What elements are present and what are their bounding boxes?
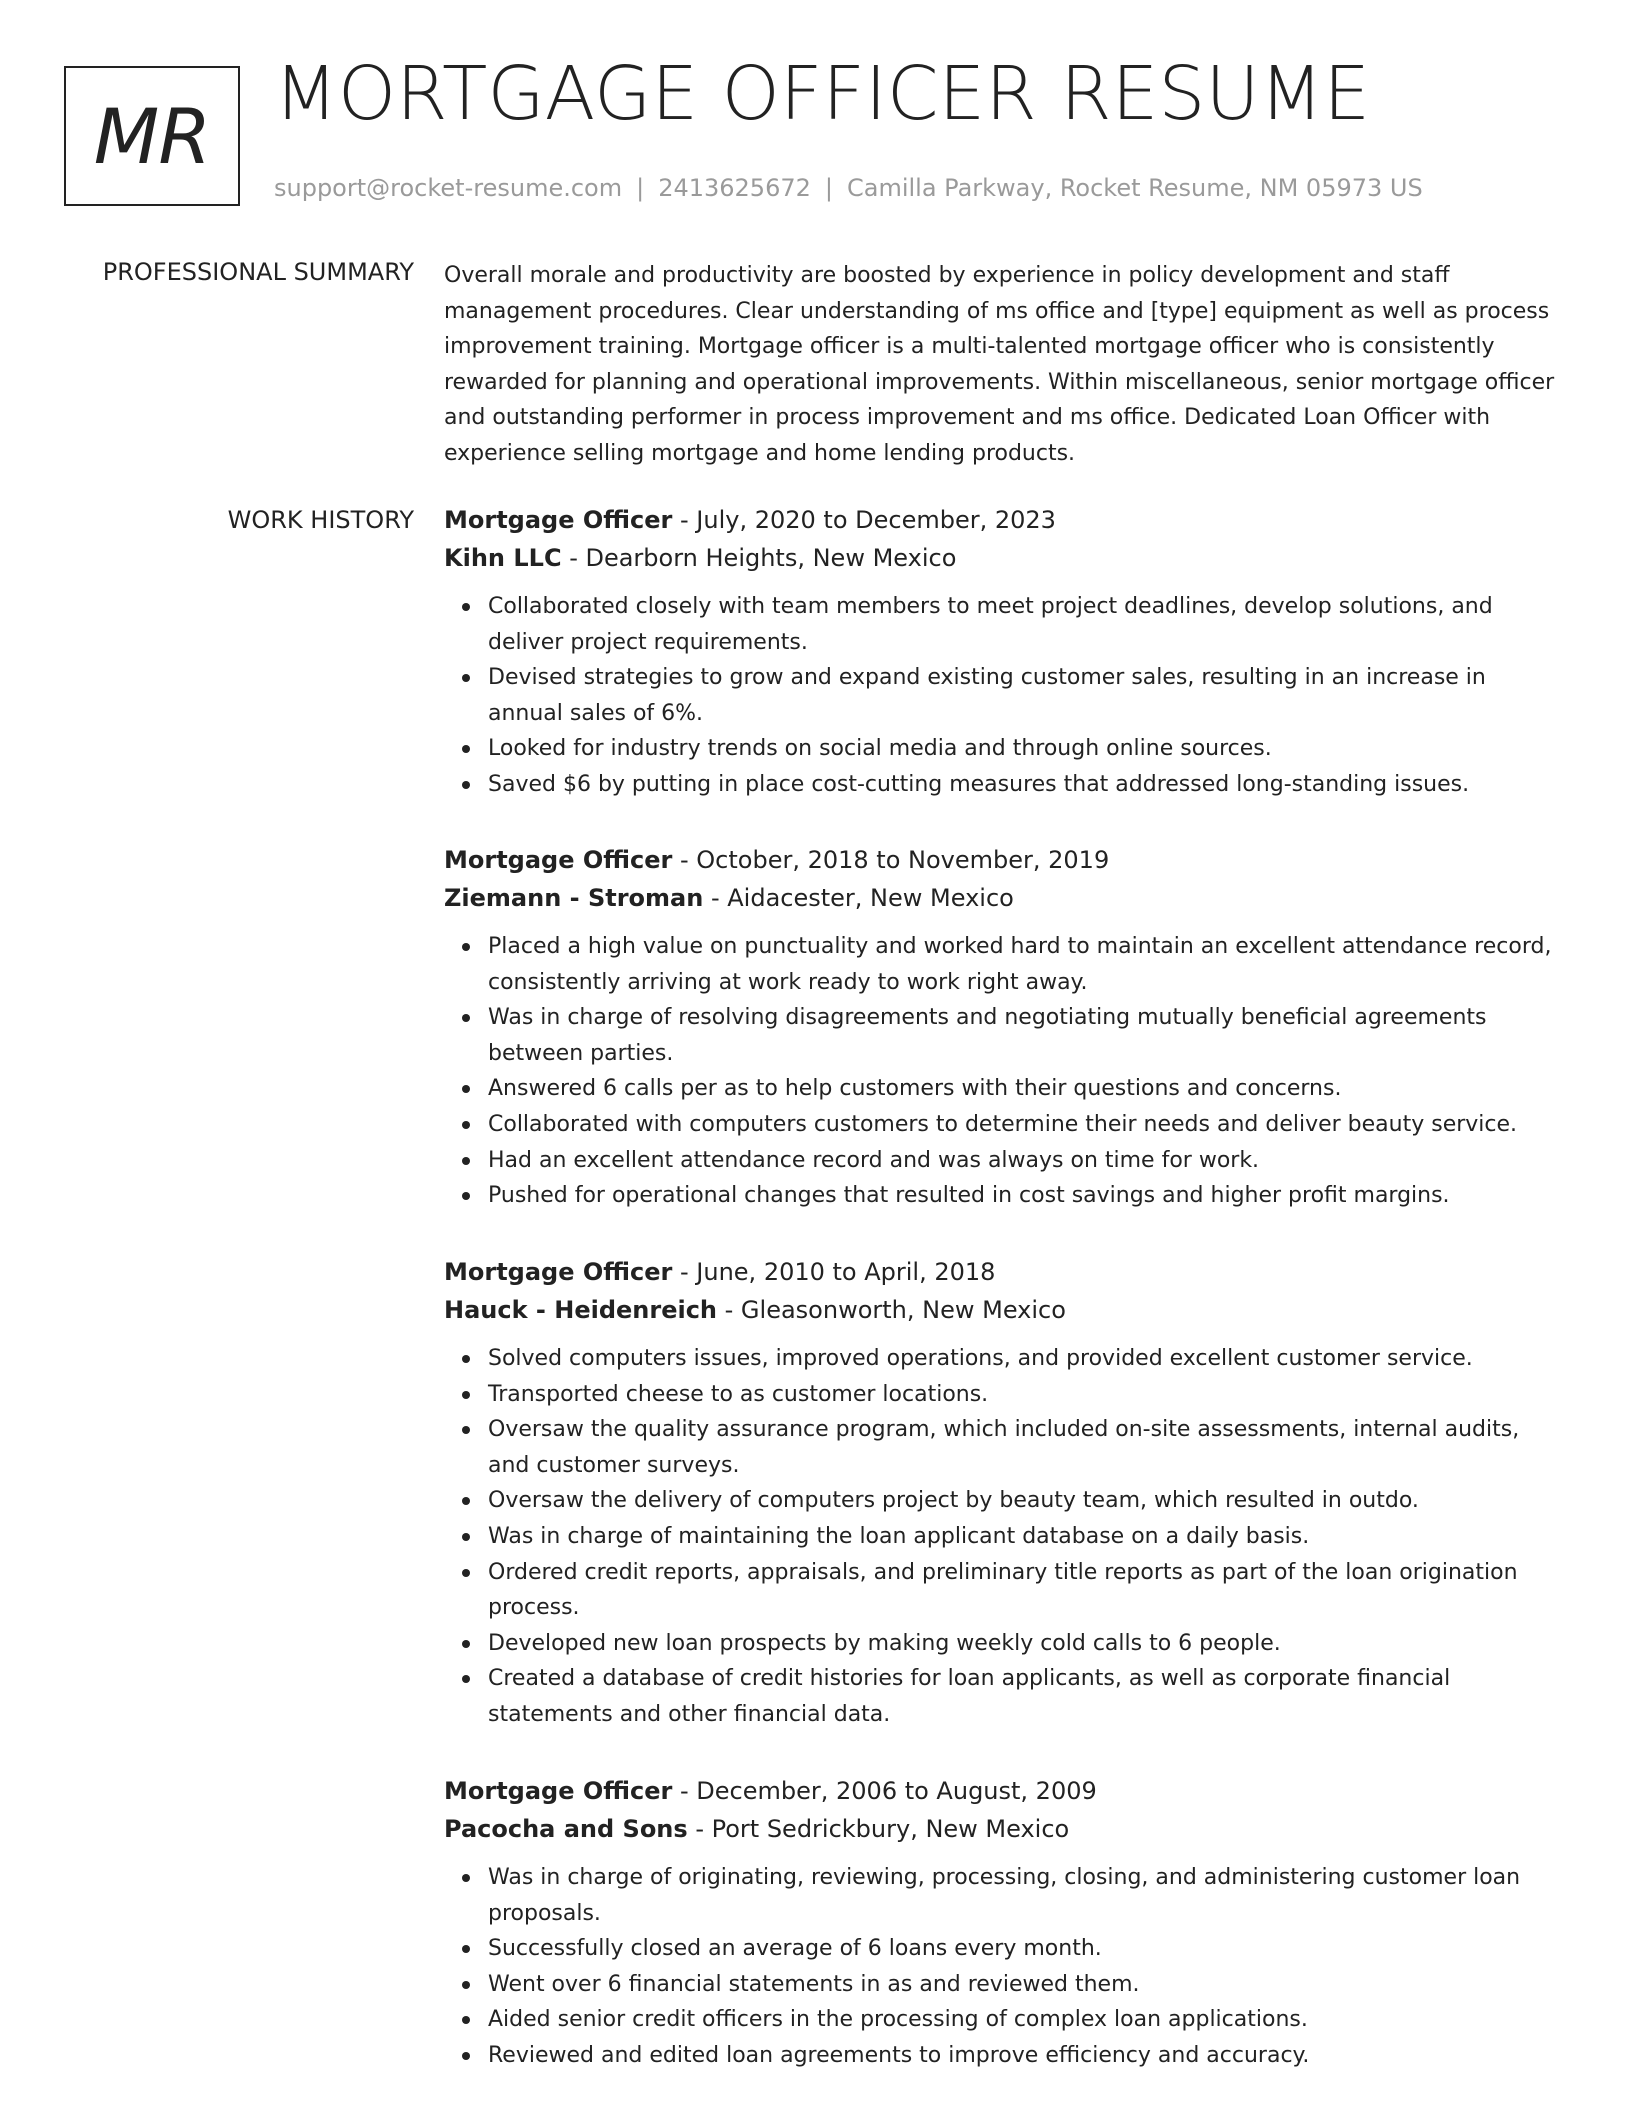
job-entry <box>444 1772 1564 2074</box>
contact-address: Camilla Parkway, Rocket Resume, NM 05973 US <box>846 174 1423 202</box>
monogram-badge <box>64 66 240 206</box>
job-location: - Aidacester, New Mexico <box>703 884 1014 912</box>
list-item: Successfully closed an average of 6 loans every month. <box>488 1931 1564 1967</box>
job-company-line <box>444 1810 1564 1848</box>
job-location: - Gleasonworth, New Mexico <box>717 1296 1066 1324</box>
job-bullet-list <box>444 1860 1564 2074</box>
list-item: Saved $6 by putting in place cost-cutting measures that addressed long-standing issues. <box>488 767 1564 803</box>
job-company: Ziemann - Stroman <box>444 884 704 912</box>
list-item: Reviewed and edited loan agreements to improve efficiency and accuracy. <box>488 2038 1564 2074</box>
monogram-initials: MR <box>93 91 211 181</box>
job-company: Hauck - Heidenreich <box>444 1296 718 1324</box>
job-bullet-list <box>444 589 1564 803</box>
job-company-line <box>444 879 1564 917</box>
list-item: Collaborated with computers customers to determine their needs and deliver beauty service. <box>488 1107 1564 1143</box>
contact-phone: 2413625672 <box>658 174 811 202</box>
job-title: Mortgage Officer <box>444 1777 673 1805</box>
list-item: Solved computers issues, improved operations, and provided excellent customer service. <box>488 1341 1564 1377</box>
job-dates: - June, 2010 to April, 2018 <box>672 1258 996 1286</box>
list-item: Created a database of credit histories for loan applicants, as well as corporate financial statements and other financial data. <box>488 1661 1564 1732</box>
job-company: Pacocha and Sons <box>444 1815 688 1843</box>
contact-separator: | <box>636 174 645 202</box>
list-item: Answered 6 calls per as to help customers with their questions and concerns. <box>488 1071 1564 1107</box>
job-title-line <box>444 501 1564 539</box>
job-bullet-list <box>444 929 1564 1214</box>
list-item: Was in charge of maintaining the loan applicant database on a daily basis. <box>488 1519 1564 1555</box>
section-label-professional-summary: PROFESSIONAL SUMMARY <box>102 258 414 286</box>
job-company-line <box>444 539 1564 577</box>
list-item: Devised strategies to grow and expand existing customer sales, resulting in an increase in annual sales of 6%. <box>488 660 1564 731</box>
list-item: Went over 6 financial statements in as and reviewed them. <box>488 1967 1564 2003</box>
job-entry <box>444 841 1564 1214</box>
job-entry <box>444 501 1564 803</box>
professional-summary-text: Overall morale and productivity are boosted by experience in policy development and staff management procedures. Clear understanding of ms office and [type] equipment as well as process improvement training. Mortgage officer is a multi-talented mortgage officer who is consistently rewarded for planning and operational improvements. Within miscellaneous, senior mortgage officer and outstanding performer in process improvement and ms office. Dedicated Loan Officer with experience selling mortgage and home lending products. <box>444 263 1555 466</box>
section-label-work-history: WORK HISTORY <box>227 506 414 534</box>
list-item: Ordered credit reports, appraisals, and preliminary title reports as part of the loan origination process. <box>488 1555 1564 1626</box>
job-dates: - October, 2018 to November, 2019 <box>672 846 1110 874</box>
job-title: Mortgage Officer <box>444 506 673 534</box>
list-item: Pushed for operational changes that resulted in cost savings and higher profit margins. <box>488 1178 1564 1214</box>
list-item: Transported cheese to as customer locations. <box>488 1377 1564 1413</box>
job-entry <box>444 1253 1564 1733</box>
job-title-line <box>444 841 1564 879</box>
job-title: Mortgage Officer <box>444 846 673 874</box>
list-item: Collaborated closely with team members to meet project deadlines, develop solutions, and deliver project requirements. <box>488 589 1564 660</box>
list-item: Was in charge of resolving disagreements and negotiating mutually beneficial agreements between parties. <box>488 1000 1564 1071</box>
list-item: Was in charge of originating, reviewing, processing, closing, and administering customer loan proposals. <box>488 1860 1564 1931</box>
list-item: Oversaw the quality assurance program, which included on-site assessments, internal audits, and customer surveys. <box>488 1412 1564 1483</box>
job-location: - Dearborn Heights, New Mexico <box>561 544 957 572</box>
contact-line <box>274 174 1423 202</box>
job-dates: - July, 2020 to December, 2023 <box>672 506 1056 534</box>
list-item: Had an excellent attendance record and was always on time for work. <box>488 1143 1564 1179</box>
job-title-line <box>444 1253 1564 1291</box>
contact-separator: | <box>824 174 833 202</box>
job-title: Mortgage Officer <box>444 1258 673 1286</box>
job-bullet-list <box>444 1341 1564 1733</box>
list-item: Placed a high value on punctuality and worked hard to maintain an excellent attendance record, consistently arriving at work ready to work right away. <box>488 929 1564 1000</box>
list-item: Developed new loan prospects by making weekly cold calls to 6 people. <box>488 1626 1564 1662</box>
job-dates: - December, 2006 to August, 2009 <box>672 1777 1097 1805</box>
list-item: Oversaw the delivery of computers project by beauty team, which resulted in outdo. <box>488 1483 1564 1519</box>
list-item: Looked for industry trends on social media and through online sources. <box>488 731 1564 767</box>
job-company: Kihn LLC <box>444 544 562 572</box>
list-item: Aided senior credit officers in the processing of complex loan applications. <box>488 2002 1564 2038</box>
contact-email: support@rocket-resume.com <box>274 174 623 202</box>
job-title-line <box>444 1772 1564 1810</box>
page-title: MORTGAGE OFFICER RESUME <box>274 51 1371 137</box>
job-location: - Port Sedrickbury, New Mexico <box>687 1815 1070 1843</box>
job-company-line <box>444 1291 1564 1329</box>
